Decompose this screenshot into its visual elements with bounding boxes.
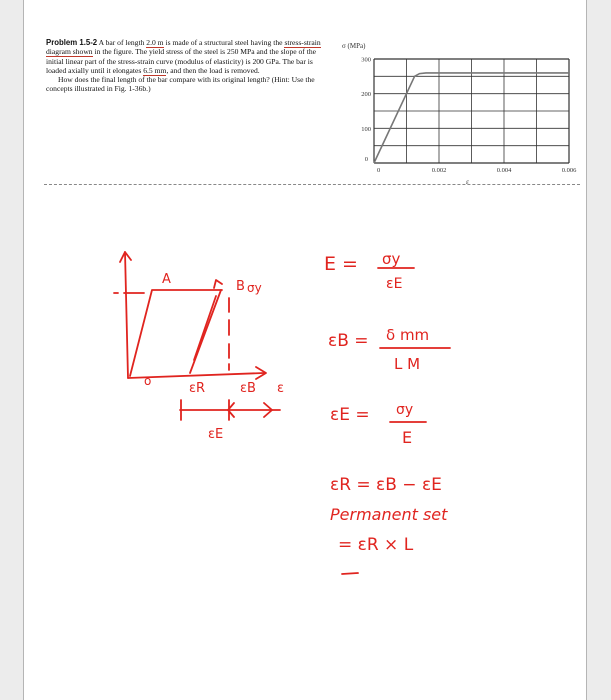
problem-text: in the figure. The yield stress of the steel is 250 MPa and the slope of the initial linear part of the stress-strain curve (modulus of elasticity) is 200 GPa. The bar is loaded axially until it elongates <box>46 47 317 75</box>
sketch-label-eps: ε <box>277 381 285 396</box>
eq6: = εR × L <box>338 535 414 555</box>
y-axis-label: σ (MPa) <box>342 42 366 50</box>
sketch-label-er: εR <box>189 381 206 396</box>
x-tick-label: 0.004 <box>496 167 512 174</box>
eq1-den: εE <box>386 276 403 292</box>
sketch-label-a: A <box>162 272 171 287</box>
sketch-label-origin: o <box>144 374 152 388</box>
x-tick-label: 0 <box>377 167 381 174</box>
problem-text: is made of a structural steel having the <box>163 38 285 47</box>
problem-question: How does the final length of the bar compare with its original length? (Hint: Use the concepts illustrated in Fig. 1-36b.) <box>46 75 315 94</box>
elongation-value: 6.5 mm <box>143 65 167 75</box>
x-axis-label: ε <box>466 178 469 186</box>
stress-strain-chart <box>324 36 577 186</box>
eq4: εR = εB − εE <box>330 475 442 495</box>
eq1-lhs: E = <box>324 253 358 275</box>
sketch-label-eb: εB <box>240 381 256 396</box>
sketch-y-axis <box>125 252 128 378</box>
eq2-lhs: εB = <box>328 331 369 351</box>
document-page <box>24 0 586 700</box>
scribble-dash <box>342 573 358 574</box>
y-tick-label: 100 <box>361 125 371 133</box>
eq1-num: σy <box>382 250 401 268</box>
sketch-label-ee: εE <box>208 427 224 442</box>
problem-text: A bar of length <box>97 38 147 47</box>
length-value: 2.0 m <box>146 38 164 47</box>
eq3-den: E <box>402 428 413 447</box>
problem-statement <box>46 38 328 94</box>
handwritten-equations <box>324 238 564 578</box>
sketch-loading-curve <box>130 290 222 376</box>
y-tick-label: 200 <box>361 91 371 99</box>
problem-text: , and then the load is removed. <box>166 65 260 75</box>
section-divider <box>44 184 580 185</box>
eq3-lhs: εE = <box>330 405 370 425</box>
sketch-ref-line <box>194 296 216 360</box>
sketch-loop <box>214 280 222 288</box>
eq5: Permanent set <box>330 505 448 524</box>
sketch-label-sy: σy <box>247 281 262 295</box>
handwritten-sketch <box>104 240 304 460</box>
x-tick-label: 0.006 <box>561 167 577 174</box>
eq2-den: L M <box>394 355 421 373</box>
x-tick-label: 0.002 <box>431 167 447 174</box>
stress-strain-phrase: stress-strain diagram shown <box>46 38 321 57</box>
chart-ticks <box>361 57 577 175</box>
y-tick-label: 0 <box>364 156 368 163</box>
eq3-num: σy <box>396 402 414 418</box>
eq2-num: δ mm <box>386 326 430 344</box>
chart-grid <box>374 59 569 163</box>
problem-number: Problem 1.5-2 <box>46 38 98 47</box>
y-tick-label: 300 <box>361 56 371 64</box>
sketch-label-b: B <box>236 279 245 294</box>
